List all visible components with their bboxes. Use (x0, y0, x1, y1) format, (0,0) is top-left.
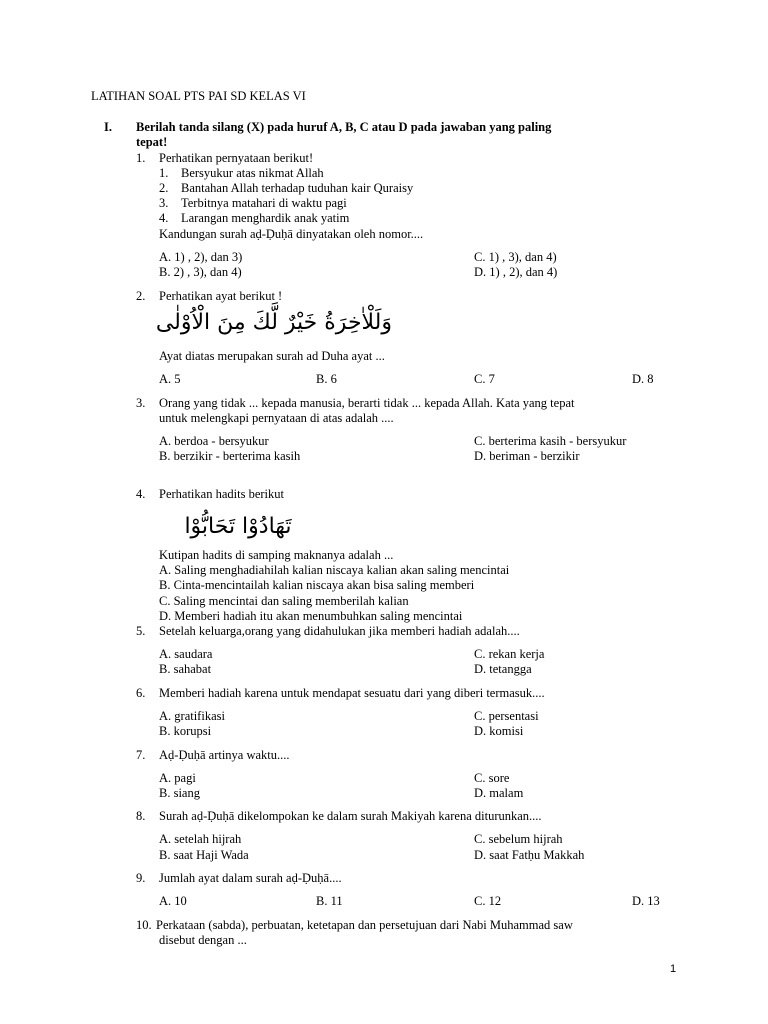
option-c[interactable]: C. sore (474, 771, 510, 785)
question-text: Setelah keluarga,orang yang didahulukan jika memberi hadiah adalah.... (159, 624, 520, 638)
option-b[interactable]: B. 11 (316, 894, 343, 908)
option-c[interactable]: C. berterima kasih - bersyukur (474, 434, 627, 448)
option-a[interactable]: A. Saling menghadiahilah kalian niscaya kalian akan saling mencintai (159, 563, 510, 577)
question-text-line2: disebut dengan ... (159, 933, 247, 947)
question-number: 9. (136, 871, 146, 885)
option-a[interactable]: A. 10 (159, 894, 187, 908)
option-d[interactable]: D. beriman - berzikir (474, 449, 580, 463)
statement-text: Bantahan Allah terhadap tuduhan kair Quraisy (181, 181, 414, 195)
option-a[interactable]: A. pagi (159, 771, 196, 785)
option-b[interactable]: B. 6 (316, 372, 337, 386)
statement-text: Bersyukur atas nikmat Allah (181, 166, 324, 180)
question-text: Perhatikan pernyataan berikut! (159, 151, 314, 165)
option-a[interactable]: A. gratifikasi (159, 709, 225, 723)
question-text: Surah aḍ-Ḍuḥā dikelompokan ke dalam surah Makiyah karena diturunkan.... (159, 809, 542, 823)
question-number: 2. (136, 289, 146, 303)
option-b[interactable]: B. saat Haji Wada (159, 848, 249, 862)
question-text: Aḍ-Ḍuḥā artinya waktu.... (159, 748, 290, 762)
question-number: 8. (136, 809, 146, 823)
question-number: 5. (136, 624, 146, 638)
option-d[interactable]: D. komisi (474, 724, 524, 738)
section-instruction-line2: tepat! (136, 135, 168, 149)
statement-number: 1. (159, 166, 169, 180)
option-c[interactable]: C. persentasi (474, 709, 539, 723)
page-number: 1 (670, 963, 677, 975)
question-text: Jumlah ayat dalam surah aḍ-Ḍuḥā.... (159, 871, 342, 885)
question-text-line1: Orang yang tidak ... kepada manusia, berarti tidak ... kepada Allah. Kata yang tepat (159, 396, 575, 410)
option-b[interactable]: B. berzikir - berterima kasih (159, 449, 301, 463)
question-stem: Ayat diatas merupakan surah ad Duha ayat ... (159, 349, 385, 363)
option-c[interactable]: C. 7 (474, 372, 495, 386)
statement-number: 2. (159, 181, 169, 195)
option-d[interactable]: D. 1) , 2), dan 4) (474, 265, 558, 279)
statement-text: Larangan menghardik anak yatim (181, 211, 350, 225)
statement-number: 4. (159, 211, 169, 225)
question-number: 7. (136, 748, 146, 762)
question-number: 4. (136, 487, 146, 501)
option-b[interactable]: B. siang (159, 786, 200, 800)
question-text: Perhatikan hadits berikut (159, 487, 284, 501)
question-number: 6. (136, 686, 146, 700)
option-d[interactable]: D. malam (474, 786, 524, 800)
option-d[interactable]: D. 8 (632, 372, 654, 386)
option-c[interactable]: C. 12 (474, 894, 502, 908)
option-d[interactable]: D. saat Fatḥu Makkah (474, 848, 585, 862)
question-number: 3. (136, 396, 146, 410)
section-number: I. (104, 120, 112, 134)
option-c[interactable]: C. Saling mencintai dan saling memberilah kalian (159, 594, 409, 608)
question-text: Perhatikan ayat berikut ! (159, 289, 283, 303)
option-d[interactable]: D. Memberi hadiah itu akan menumbuhkan saling mencintai (159, 609, 463, 623)
option-a[interactable]: A. 5 (159, 372, 181, 386)
question-text: Memberi hadiah karena untuk mendapat sesuatu dari yang diberi termasuk.... (159, 686, 545, 700)
option-a[interactable]: A. 1) , 2), dan 3) (159, 250, 243, 264)
statement-number: 3. (159, 196, 169, 210)
section-instruction-line1: Berilah tanda silang (X) pada huruf A, B, C atau D pada jawaban yang paling (136, 120, 552, 134)
option-b[interactable]: B. korupsi (159, 724, 212, 738)
option-b[interactable]: B. sahabat (159, 662, 212, 676)
page-title: LATIHAN SOAL PTS PAI SD KELAS VI (91, 89, 306, 103)
question-text-line1: Perkataan (sabda), perbuatan, ketetapan dan persetujuan dari Nabi Muhammad saw (156, 918, 573, 932)
option-c[interactable]: C. 1) , 3), dan 4) (474, 250, 557, 264)
question-stem: Kutipan hadits di samping maknanya adalah ... (159, 548, 394, 562)
question-number: 1. (136, 151, 146, 165)
statement-text: Terbitnya matahari di waktu pagi (181, 196, 347, 210)
option-a[interactable]: A. saudara (159, 647, 213, 661)
arabic-verse: وَلَلْاٰخِرَةُ خَيْرٌ لَّكَ مِنَ الْاُوْلٰى (155, 310, 392, 335)
option-a[interactable]: A. setelah hijrah (159, 832, 242, 846)
option-c[interactable]: C. sebelum hijrah (474, 832, 563, 846)
option-b[interactable]: B. 2) , 3), dan 4) (159, 265, 242, 279)
option-c[interactable]: C. rekan kerja (474, 647, 545, 661)
option-b[interactable]: B. Cinta-mencintailah kalian niscaya akan bisa saling memberi (159, 578, 475, 592)
option-d[interactable]: D. tetangga (474, 662, 532, 676)
option-d[interactable]: D. 13 (632, 894, 660, 908)
question-text-line2: untuk melengkapi pernyataan di atas adalah .... (159, 411, 394, 425)
question-number: 10. (136, 918, 152, 932)
option-a[interactable]: A. berdoa - bersyukur (159, 434, 269, 448)
question-stem: Kandungan surah aḍ-Ḍuḥā dinyatakan oleh nomor.... (159, 227, 424, 241)
arabic-hadith: تَهَادُوْا تَحَابُّوْا (184, 514, 292, 539)
